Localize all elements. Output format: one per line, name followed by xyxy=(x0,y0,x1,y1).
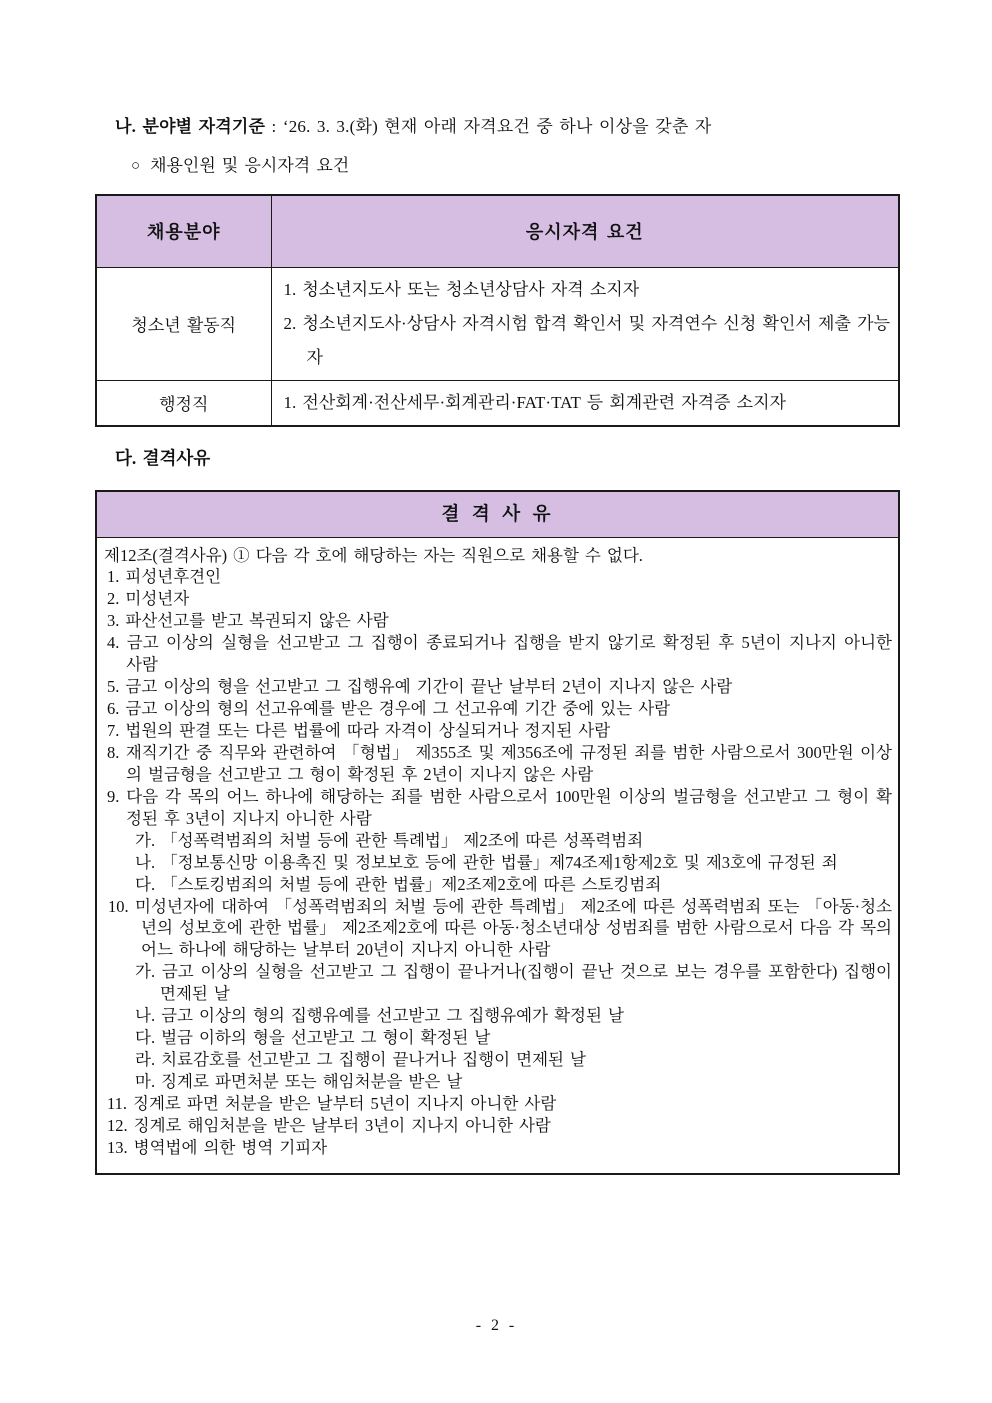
recruit-table-body xyxy=(96,267,899,426)
list-subitem: 나. 「정보통신망 이용촉진 및 정보보호 등에 관한 법률」제74조제1항제2호 및 제3호에 규정된 죄 xyxy=(135,852,838,872)
recruit-table-head xyxy=(96,195,899,267)
recruit-header-category: 채용분야 xyxy=(96,195,271,267)
list-item: 5. 금고 이상의 형을 선고받고 그 집행유예 기간이 끝난 날부터 2년이 지나지 않은 사람 xyxy=(107,677,733,697)
section-b-heading-title: 나. 분야별 자격기준 xyxy=(115,117,266,136)
section-b-heading-rest: : ‘26. 3. 3.(화) 현재 아래 자격요건 중 하나 이상을 갖춘 자 xyxy=(265,117,712,136)
list-item: 10. 미성년자에 대하여 「성폭력범죄의 처벌 등에 관한 특례법」 제2조에 따른 성폭력범죄 또는 「아동·청소년의 성보호에 관한 법률」 제2조제2호에 따른 아동·청소년대상 성범죄를 범한 사람으로서 다음 각 목의 어느 하나에 해당하는 날부터 20년이 지나지 아니한 사람 xyxy=(108,896,892,960)
section-b-heading xyxy=(95,112,900,137)
recruit-table-header-row xyxy=(96,195,899,267)
list-subitem: 다. 「스토킹범죄의 처벌 등에 관한 법률」제2조제2호에 따른 스토킹범죄 xyxy=(135,874,662,894)
recruit-row0-requirements xyxy=(271,267,899,380)
list-subitem: 나. 금고 이상의 형의 집행유예를 선고받고 그 집행유예가 확정된 날 xyxy=(135,1006,624,1026)
disqualification-table-header: 결 격 사 유 xyxy=(97,492,898,538)
list-item: 11. 징계로 파면 처분을 받은 날부터 5년이 지나지 아니한 사람 xyxy=(107,1093,557,1113)
section-b-bullet-text: 채용인원 및 응시자격 요건 xyxy=(150,156,350,175)
list-item: 6. 금고 이상의 형의 선고유예를 받은 경우에 그 선고유예 기간 중에 있는 사람 xyxy=(107,699,671,719)
requirement-line: 1. 청소년지도사 또는 청소년상담사 자격 소지자 xyxy=(283,279,640,299)
section-b-bullet-line xyxy=(95,151,900,176)
list-item: 8. 재직기간 중 직무와 관련하여 「형법」 제355조 및 제356조에 규정된 죄를 범한 사람으로서 300만원 이상의 벌금형을 선고받고 그 형이 확정된 후 2년이 지나지 않은 사람 xyxy=(107,742,892,784)
disqualification-intro: 제12조(결격사유) ① 다음 각 호에 해당하는 자는 직원으로 채용할 수 없다. xyxy=(104,545,643,565)
list-subitem: 가. 금고 이상의 실형을 선고받고 그 집행이 끝나거나(집행이 끝난 것으로 보는 경우를 포함한다) 집행이 면제된 날 xyxy=(135,962,892,1004)
requirement-line: 2. 청소년지도사·상담사 자격시험 합격 확인서 및 자격연수 신청 확인서 제출 가능자 xyxy=(283,313,890,367)
list-item: 12. 징계로 해임처분을 받은 날부터 3년이 지나지 아니한 사람 xyxy=(107,1115,551,1135)
list-item: 9. 다음 각 목의 어느 하나에 해당하는 죄를 범한 사람으로서 100만원 이상의 벌금형을 선고받고 그 형이 확정된 후 3년이 지나지 아니한 사람 xyxy=(107,786,892,828)
list-item: 2. 미성년자 xyxy=(107,589,190,609)
list-item: 7. 법원의 판결 또는 다른 법률에 따라 자격이 상실되거나 정지된 사람 xyxy=(107,721,611,740)
disqualification-table-body xyxy=(97,538,898,1173)
list-item: 13. 병역법에 의한 병역 기피자 xyxy=(107,1137,328,1157)
table-row xyxy=(96,380,899,426)
list-item: 4. 금고 이상의 실형을 선고받고 그 집행이 종료되거나 집행을 받지 않기로 확정된 후 5년이 지나지 아니한 사람 xyxy=(107,633,892,675)
list-subitem: 가. 「성폭력범죄의 처벌 등에 관한 특례법」 제2조에 따른 성폭력범죄 xyxy=(135,830,644,850)
requirement-line: 1. 전산회계·전산세무·회계관리·FAT·TAT 등 회계관련 자격증 소지자 xyxy=(283,392,786,412)
page-content xyxy=(0,112,992,1175)
list-subitem: 마. 징계로 파면처분 또는 해임처분을 받은 날 xyxy=(135,1072,463,1091)
section-c-heading: 다. 결격사유 xyxy=(115,447,211,468)
list-subitem: 라. 치료감호를 선고받고 그 집행이 끝나거나 집행이 면제된 날 xyxy=(135,1050,586,1070)
recruit-qualification-table xyxy=(95,194,900,427)
recruit-row1-requirements xyxy=(271,380,899,426)
table-row xyxy=(96,267,899,380)
circle-bullet-icon: ○ xyxy=(131,158,141,174)
recruit-row1-category: 행정직 xyxy=(96,380,271,426)
recruit-row0-category: 청소년 활동직 xyxy=(96,267,271,380)
list-item: 3. 파산선고를 받고 복권되지 않은 사람 xyxy=(107,611,389,631)
disqualification-table xyxy=(95,490,900,1175)
recruit-header-requirements: 응시자격 요건 xyxy=(271,195,899,267)
page-number: - 2 - xyxy=(475,1317,517,1334)
list-item: 1. 피성년후견인 xyxy=(107,567,222,587)
list-subitem: 다. 벌금 이하의 형을 선고받고 그 형이 확정된 날 xyxy=(135,1028,491,1048)
